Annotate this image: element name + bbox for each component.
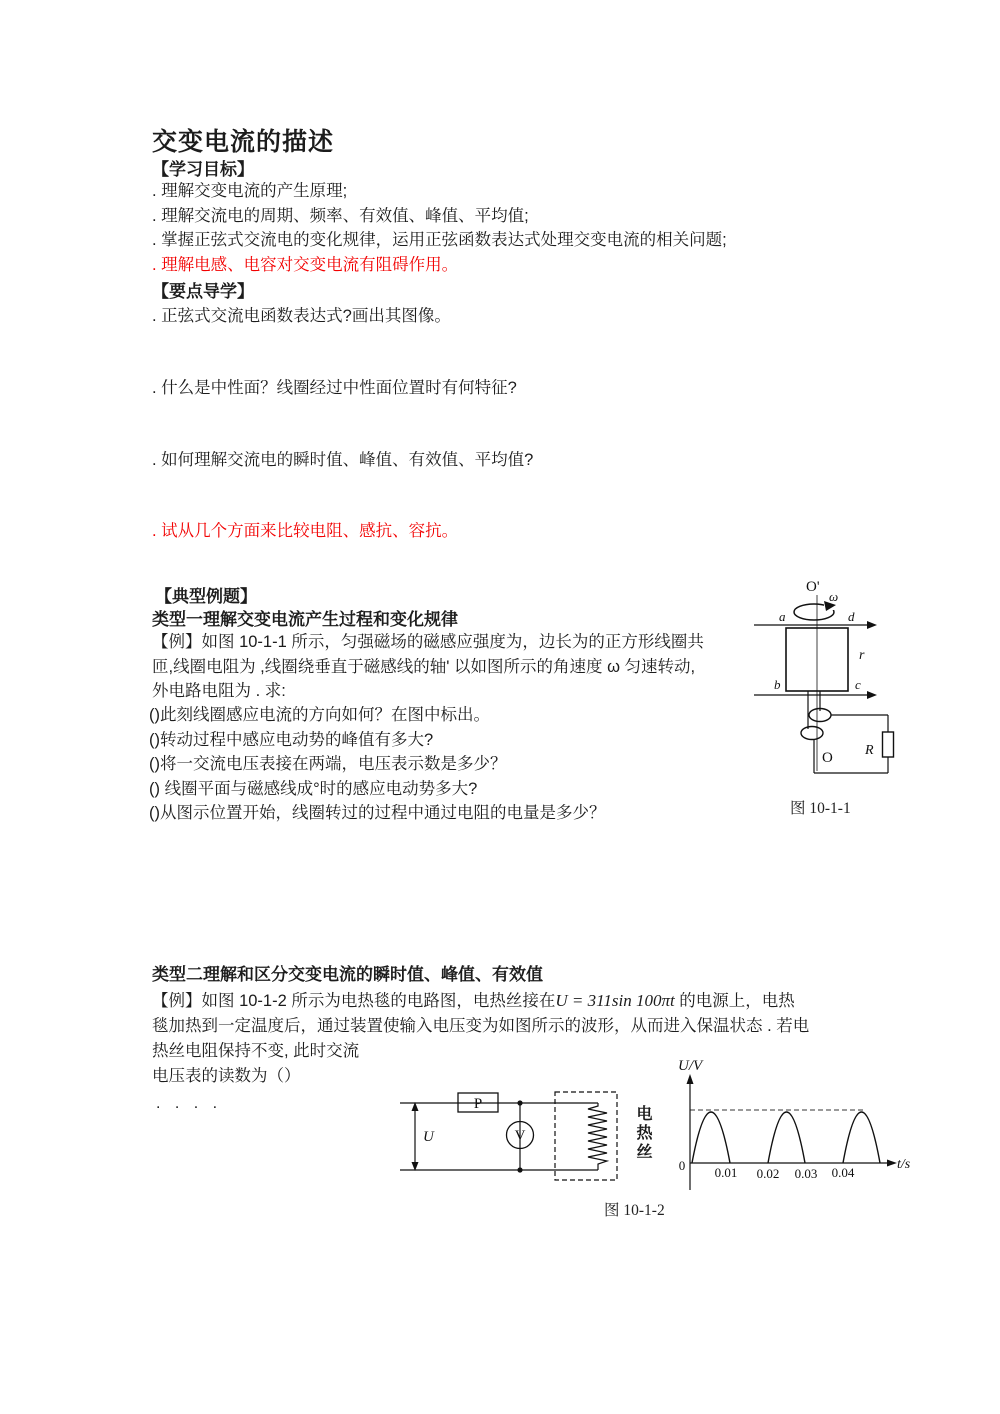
x-tick-label: 0.03 bbox=[794, 1166, 818, 1181]
type2-heading: 类型二理解和区分交变电流的瞬时值、峰值、有效值 bbox=[152, 965, 543, 984]
objective-item: . 掌握正弦式交流电的变化规律，运用正弦函数表达式处理交变电流的相关问题; bbox=[152, 231, 727, 249]
x-tick-label: 0.04 bbox=[831, 1165, 855, 1180]
heater-wire-label: 电热丝 bbox=[634, 1105, 651, 1162]
objective-item: . 理解交流电的周期、频率、有效值、峰值、平均值; bbox=[152, 206, 529, 225]
label-r: r bbox=[859, 648, 865, 663]
label-b: b bbox=[774, 677, 781, 692]
example2-line: 热丝电阻保持不变, 此时交流 bbox=[152, 1042, 360, 1060]
voltage-hump-1 bbox=[692, 1112, 730, 1163]
example2-line: 毯加热到一定温度后，通过装置使输入电压变为如图所示的波形，从而进入保温状态 . 若电 bbox=[152, 1017, 810, 1035]
example2-line1-post: 的电源上，电热 bbox=[674, 992, 795, 1010]
x-tick-label: 0.02 bbox=[756, 1166, 780, 1181]
label-d: d bbox=[848, 609, 855, 624]
label-axis-top: O' bbox=[806, 579, 820, 595]
junction-dot bbox=[517, 1167, 522, 1172]
guide-item: . 如何理解交流电的瞬时值、峰值、有效值、平均值? bbox=[152, 451, 534, 469]
options-placeholder-dots: . . . . bbox=[156, 1095, 223, 1112]
objective-item: . 理解交变电流的产生原理; bbox=[152, 182, 348, 200]
label-a: a bbox=[779, 609, 786, 624]
figure-10-1-2-graph bbox=[660, 1044, 920, 1194]
example2-line: 电压表的读数为（） bbox=[152, 1067, 301, 1085]
x-tick-label: 0.01 bbox=[714, 1165, 738, 1180]
label-device-p: P bbox=[473, 1096, 483, 1112]
coil-diagram bbox=[748, 574, 948, 824]
circuit-diagram bbox=[393, 1083, 663, 1188]
junction-dot bbox=[517, 1100, 522, 1105]
label-voltmeter: V bbox=[514, 1128, 526, 1144]
origin-label: 0 bbox=[678, 1158, 686, 1173]
example2-line bbox=[152, 988, 809, 1014]
page-title: 交变电流的描述 bbox=[152, 128, 335, 156]
field-arrowhead-top-icon bbox=[867, 621, 877, 629]
guide-item: . 什么是中性面？线圈经过中性面位置时有何特征? bbox=[152, 379, 517, 397]
heater-coil-zigzag bbox=[588, 1103, 607, 1170]
section-heading-examples: 【典型例题】 bbox=[155, 587, 257, 606]
example2-line1-pre: 【例】如图 10-1-2 所示为电热毯的电路图，电热丝接在 bbox=[152, 992, 556, 1010]
example1-line: 【例】如图 10-1-1 所示，匀强磁场的磁感应强度为，边长为的正方形线圈共 bbox=[152, 633, 704, 651]
resistor-symbol bbox=[883, 732, 894, 757]
example1-question: ()转动过程中感应电动势的峰值有多大? bbox=[149, 730, 434, 749]
example1-question: ()将一交流电压表接在两端，电压表示数是多少？ bbox=[149, 755, 507, 773]
voltage-formula: U = 311sin 100πt bbox=[555, 991, 675, 1010]
example1-question: ()此刻线圈感应电流的方向如何？在图中标出。 bbox=[149, 706, 490, 724]
example1-line: 匝,线圈电阻为 ,线圈绕垂直于磁感线的轴' 以如图所示的角速度 ω 匀速转动, bbox=[152, 657, 696, 676]
y-axis-label: U/V bbox=[678, 1058, 703, 1074]
label-axis-bottom: O bbox=[822, 750, 833, 766]
label-c: c bbox=[855, 677, 861, 692]
figure1-caption: 图 10-1-1 bbox=[790, 800, 851, 817]
example1-body bbox=[152, 630, 704, 704]
label-omega: ω bbox=[829, 589, 839, 604]
objective-item-highlighted: . 理解电感、电容对交变电流有阻碍作用。 bbox=[152, 255, 459, 274]
x-axis-arrowhead-icon bbox=[887, 1160, 897, 1167]
figure-10-1-1 bbox=[748, 574, 953, 824]
example1-question: ()从图示位置开始，线圈转过的过程中通过电阻的电量是多少？ bbox=[149, 804, 606, 822]
type1-heading: 类型一理解交变电流产生过程和变化规律 bbox=[152, 610, 458, 629]
heater-dashed-box bbox=[555, 1092, 617, 1180]
figure-10-1-2-circuit bbox=[393, 1083, 663, 1188]
label-input-voltage: U bbox=[423, 1129, 434, 1145]
guide-item: . 正弦式交流电函数表达式?画出其图像。 bbox=[152, 307, 451, 325]
voltage-hump-3 bbox=[843, 1112, 880, 1163]
y-axis-arrowhead-icon bbox=[687, 1074, 694, 1084]
example1-questions bbox=[149, 703, 606, 826]
section-heading-objectives: 【学习目标】 bbox=[152, 160, 254, 179]
voltage-hump-2 bbox=[768, 1112, 805, 1163]
slip-ring-lower bbox=[801, 727, 823, 740]
guide-item-highlighted: . 试从几个方面来比较电阻、感抗、容抗。 bbox=[152, 522, 459, 540]
example1-line: 外电路电阻为 . 求: bbox=[152, 682, 286, 700]
x-axis-label: t/s bbox=[897, 1157, 911, 1172]
example1-question: () 线圈平面与磁感线成°时的感应电动势多大? bbox=[149, 779, 478, 798]
figure2-caption: 图 10-1-2 bbox=[604, 1202, 665, 1219]
label-resistor: R bbox=[865, 743, 874, 758]
waveform-chart bbox=[660, 1044, 920, 1194]
objectives-list bbox=[152, 179, 727, 277]
field-arrowhead-bottom-icon bbox=[867, 691, 877, 699]
section-heading-guide: 【要点导学】 bbox=[152, 282, 254, 301]
